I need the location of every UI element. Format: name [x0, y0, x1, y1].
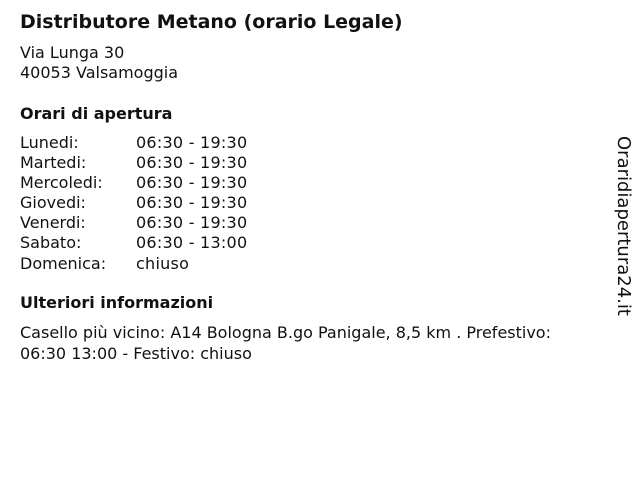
opening-hours-heading: Orari di apertura — [20, 104, 173, 123]
business-title: Distributore Metano (orario Legale) — [20, 11, 403, 33]
hours-row-thursday — [20, 193, 247, 213]
day-label: Venerdi: — [20, 213, 86, 233]
day-label: Martedi: — [20, 153, 87, 173]
time-value: 06:30 - 13:00 — [136, 233, 248, 253]
additional-info-text — [20, 322, 620, 364]
address-street: Via Lunga 30 — [20, 43, 125, 62]
address-city: 40053 Valsamoggia — [20, 63, 179, 82]
hours-row-saturday — [20, 233, 247, 253]
business-address — [20, 43, 178, 83]
additional-info-line-2: 06:30 13:00 - Festivo: chiuso — [20, 344, 252, 363]
additional-info-heading: Ulteriori informazioni — [20, 293, 214, 312]
hours-row-monday — [20, 133, 247, 153]
additional-info-line-1: Casello più vicino: A14 Bologna B.go Panigale, 8,5 km . Prefestivo: — [20, 323, 551, 342]
time-value: 06:30 - 19:30 — [136, 153, 248, 173]
time-value: chiuso — [136, 253, 190, 273]
time-value: 06:30 - 19:30 — [136, 133, 248, 152]
day-label: Sabato: — [20, 233, 82, 253]
day-label: Domenica: — [20, 253, 107, 273]
day-label: Mercoledi: — [20, 173, 103, 193]
day-label: Lunedi: — [20, 133, 79, 152]
hours-row-friday — [20, 213, 247, 233]
site-watermark: Oraridiapertura24.it — [613, 136, 634, 316]
hours-row-sunday — [20, 254, 247, 274]
hours-row-wednesday — [20, 173, 247, 193]
time-value: 06:30 - 19:30 — [136, 213, 248, 233]
time-value: 06:30 - 19:30 — [136, 193, 248, 213]
day-label: Giovedi: — [20, 193, 86, 213]
hours-row-tuesday — [20, 153, 247, 173]
opening-hours-list — [20, 133, 247, 274]
time-value: 06:30 - 19:30 — [136, 173, 248, 193]
